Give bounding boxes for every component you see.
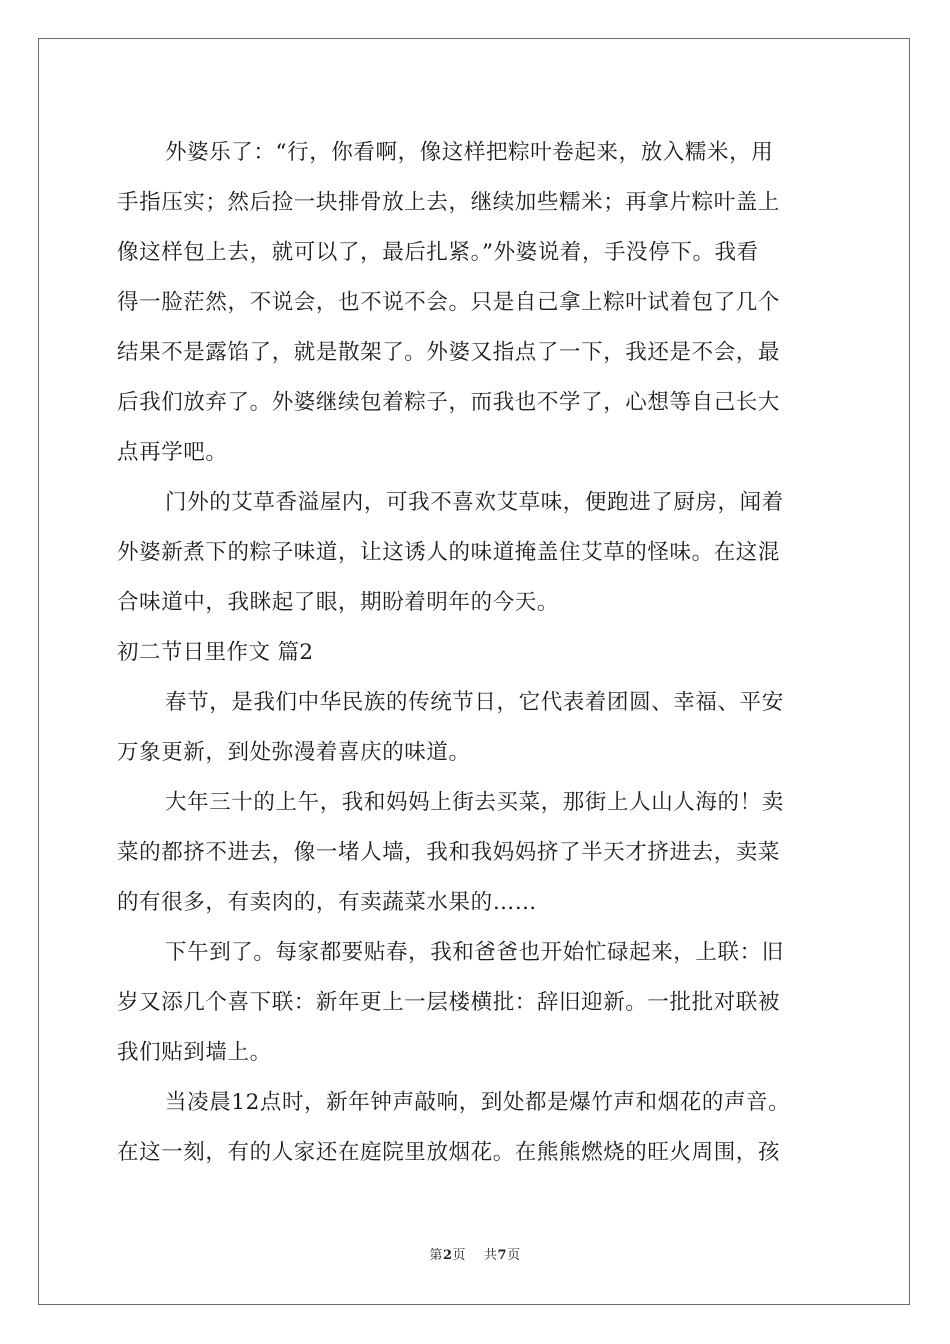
text-line: 得一脸茫然，不说会，也不说不会。只是自己拿上粽叶试着包了几个: [117, 290, 781, 315]
text-line: 点再学吧。: [117, 440, 228, 465]
document-body: [117, 128, 847, 1178]
text-line: 门外的艾草香溢屋内，可我不喜欢艾草味，便跑进了厨房，闻着: [165, 490, 784, 515]
page-footer: [0, 1248, 950, 1264]
section-heading: 初二节日里作文 篇2: [117, 640, 314, 665]
text-line: 岁又添几个喜下联：新年更上一层楼横批：辞旧迎新。一批批对联被: [117, 990, 781, 1015]
page-number-current: 2: [442, 1248, 453, 1263]
text-line: 后我们放弃了。外婆继续包着粽子，而我也不学了，心想等自己长大: [117, 390, 781, 415]
text-line: 合味道中，我眯起了眼，期盼着明年的今天。: [117, 590, 560, 615]
page-total-prefix: 共: [484, 1248, 498, 1263]
text-line: 在这一刻，有的人家还在庭院里放烟花。在熊熊燃烧的旺火周围，孩: [117, 1140, 781, 1165]
page-total-suffix: 页: [507, 1248, 521, 1263]
page-total: 7: [497, 1248, 508, 1263]
text-line: 当凌晨12点时，新年钟声敲响，到处都是爆竹声和烟花的声音。: [165, 1090, 791, 1115]
text-line: 的有很多，有卖肉的，有卖蔬菜水果的……: [117, 890, 537, 915]
text-line: 外婆乐了：“行，你看啊，像这样把粽叶卷起来，放入糯米，用: [165, 140, 774, 165]
text-line: 春节，是我们中华民族的传统节日，它代表着团圆、幸福、平安: [165, 690, 784, 715]
page-number-suffix: 页: [452, 1248, 466, 1263]
text-line: 大年三十的上午，我和妈妈上街去买菜，那街上人山人海的！卖: [165, 790, 784, 815]
text-line: 外婆新煮下的粽子味道，让这诱人的味道掩盖住艾草的怪味。在这混: [117, 540, 781, 565]
text-line: 我们贴到墙上。: [117, 1040, 272, 1065]
text-line: 万象更新，到处弥漫着喜庆的味道。: [117, 740, 471, 765]
text-line: 结果不是露馅了，就是散架了。外婆又指点了一下，我还是不会，最: [117, 340, 781, 365]
text-line: 下午到了。每家都要贴春，我和爸爸也开始忙碌起来，上联：旧: [165, 940, 784, 965]
text-line: 像这样包上去，就可以了，最后扎紧。”外婆说着，手没停下。我看: [117, 240, 759, 265]
text-line: 手指压实；然后捡一块排骨放上去，继续加些糯米；再拿片粽叶盖上: [117, 190, 781, 215]
page-number-prefix: 第: [429, 1248, 443, 1263]
text-line: 菜的都挤不进去，像一堵人墙，我和我妈妈挤了半天才挤进去，卖菜: [117, 840, 781, 865]
